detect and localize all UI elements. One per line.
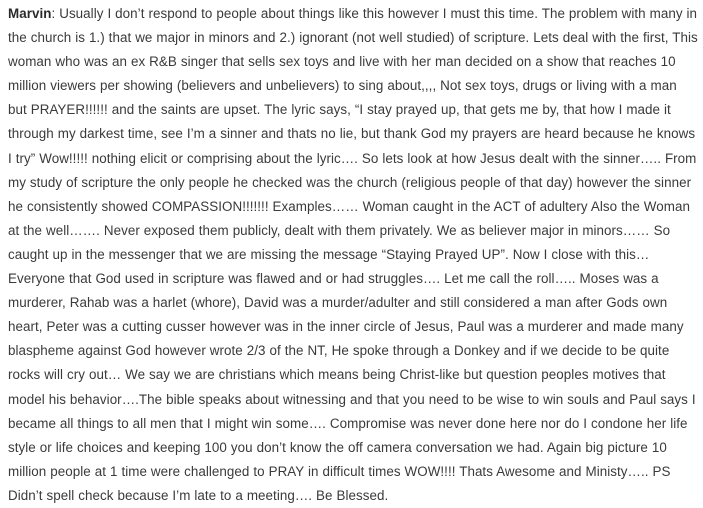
- comment-text: [8, 2, 698, 508]
- author-separator: :: [51, 6, 60, 21]
- comment-body: Usually I don’t respond to people about things like this however I must this time. The problem with many in the church is 1.) that we major in minors and 2.) ignorant (not well studied) of scripture. Lets deal with the first, This woman who was an ex R&B singer that sells sex toys and live with her man decided on a show that reaches 10 million viewers per showing (believers and unbelievers) to sing about,,,, Not sex toys, drugs or living with a man but PRAYER!!!!!! and the saints are upset. The lyric says, “I stay prayed up, that gets me by, that how I made it through my darkest time, see I’m a sinner and thats no lie, but thank God my prayers are heard because he knows I try” Wow!!!!! nothing elicit or comprising about the lyric…. So lets look at how Jesus dealt with the sinner….. From my study of scripture the only people he checked was the church (religious people of that day) however the sinner he consistently showed COMPASSION!!!!!!! Examples…… Woman caught in the ACT of adultery Also the Woman at the well……. Never exposed them publicly, dealt with them privately. We as believer major in minors…… So caught up in the messenger that we are missing the message “Staying Prayed UP”. Now I close with this…Everyone that God used in scripture was flawed and or had struggles…. Let me call the roll….. Moses was a murderer, Rahab was a harlet (whore), David was a murder/adulter and still considered a man after Gods own heart, Peter was a cutting cusser however was in the inner circle of Jesus, Paul was a murderer and made many blaspheme against God however wrote 2/3 of the NT, He spoke through a Donkey and if we decide to be quite rocks will cry out… We say we are christians which means being Christ-like but question peoples motives that model his behavior….The bible speaks about witnessing and that you need to be wise to win souls and Paul says I became all things to all men that I might win some…. Compromise was never done here nor do I condone her life style or life choices and keeping 100 you don’t know the off camera conversation we had. Again big picture 10 million people at 1 time were challenged to PRAY in difficult times WOW!!!! Thats Awesome and Ministy….. PS Didn’t spell check because I’m late to a meeting…. Be Blessed.: [8, 6, 698, 503]
- comment-author: Marvin: [8, 6, 52, 21]
